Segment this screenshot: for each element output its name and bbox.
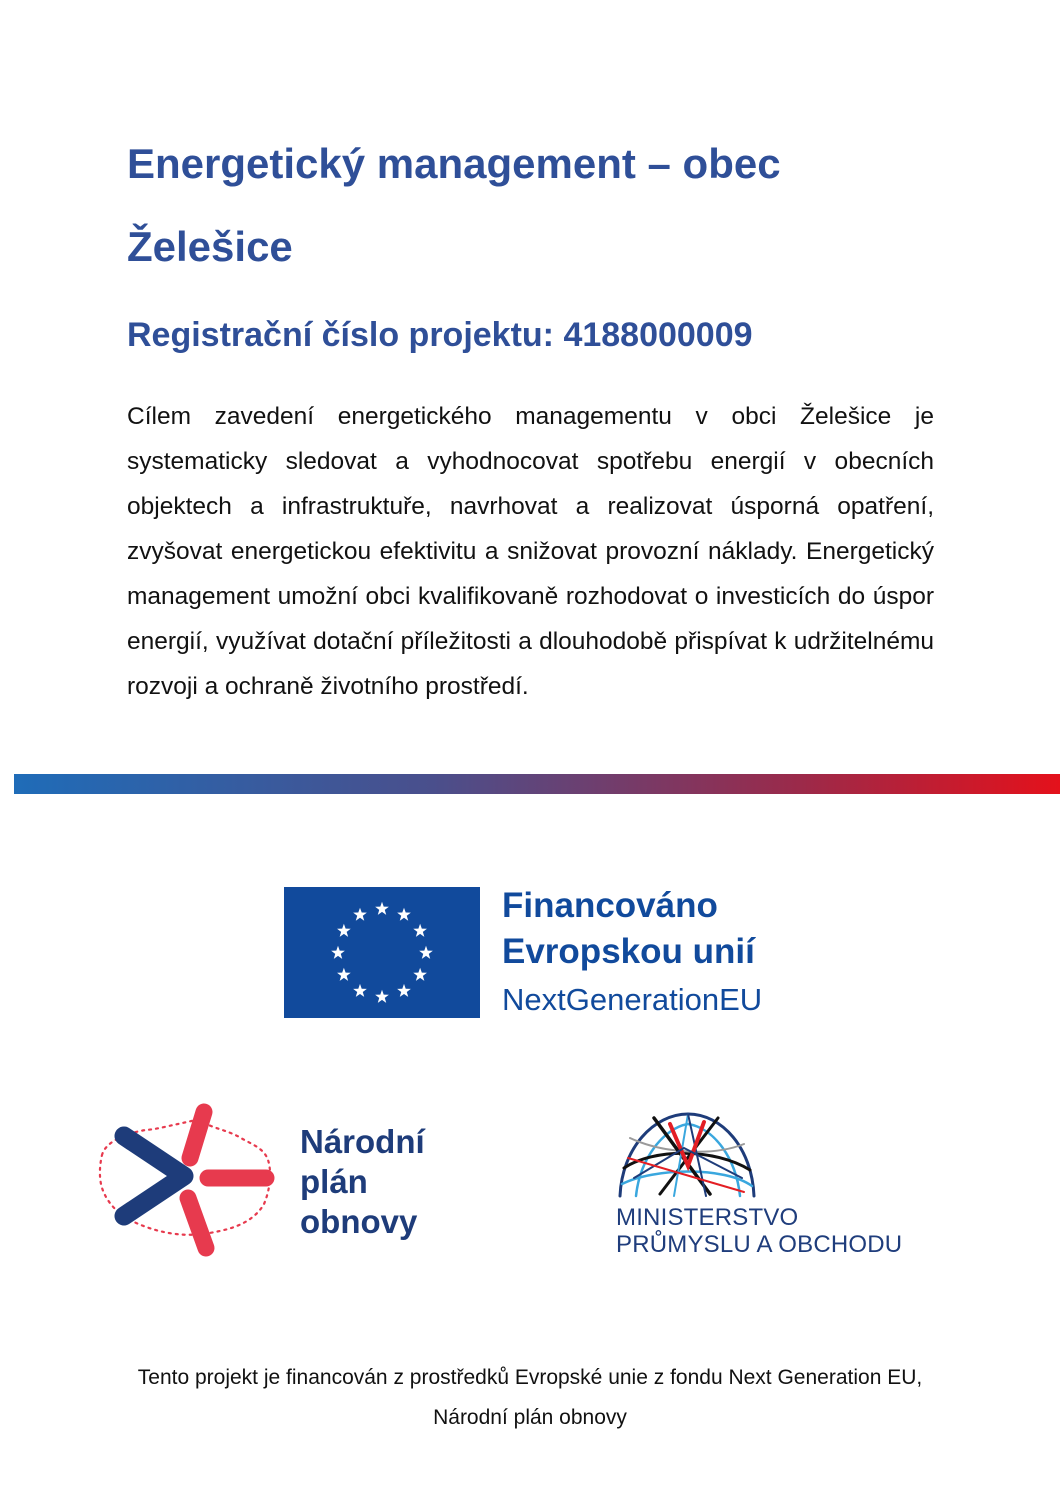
project-description: Cílem zavedení energetického managementu v obci Želešice je systematicky sledovat a vyhodnocovat spotřebu energií v obecních objektech a infrastruktuře, navrhovat a realizovat úsporná opatření, zvyšovat energetickou efektivitu a snižovat provozní náklady. Energetický management umožní obci kvalifikovaně rozhodovat o investicích do úspor energií, využívat dotační příležitosti a dlouhodobě přispívat k udržitelnému rozvoji a ochraně životního prostředí. bbox=[127, 403, 934, 700]
mpo-line-ministerstvo: MINISTERSTVO bbox=[616, 1204, 799, 1231]
funding-footer: Tento projekt je financován z prostředků Evropské unie z fondu Next Generation EU, Národní plán obnovy bbox=[137, 1366, 923, 1429]
eu-funding-text bbox=[502, 883, 762, 1023]
npo-line-obnovy: obnovy bbox=[300, 1203, 418, 1240]
eu-line-nextgenerationeu: NextGenerationEU bbox=[502, 982, 763, 1017]
gradient-divider bbox=[14, 774, 1060, 794]
mpo-line-prumyslu: PRŮMYSLU A OBCHODU bbox=[616, 1231, 903, 1258]
npo-text bbox=[300, 1122, 425, 1242]
ministerstvo-globe-logo-icon bbox=[614, 1108, 759, 1200]
narodni-plan-obnovy-logo-icon bbox=[96, 1100, 290, 1260]
eu-line-evropskou-unii: Evropskou unií bbox=[502, 932, 755, 971]
npo-line-plan: plán bbox=[300, 1163, 368, 1200]
npo-line-narodni: Národní bbox=[300, 1123, 425, 1160]
eu-line-financovano: Financováno bbox=[502, 886, 718, 925]
eu-flag-icon bbox=[284, 887, 480, 1018]
registration-number: Registrační číslo projektu: 4188000009 bbox=[127, 316, 753, 354]
mpo-text bbox=[616, 1204, 902, 1258]
page-title: Energetický management – obec Želešice bbox=[127, 140, 781, 270]
